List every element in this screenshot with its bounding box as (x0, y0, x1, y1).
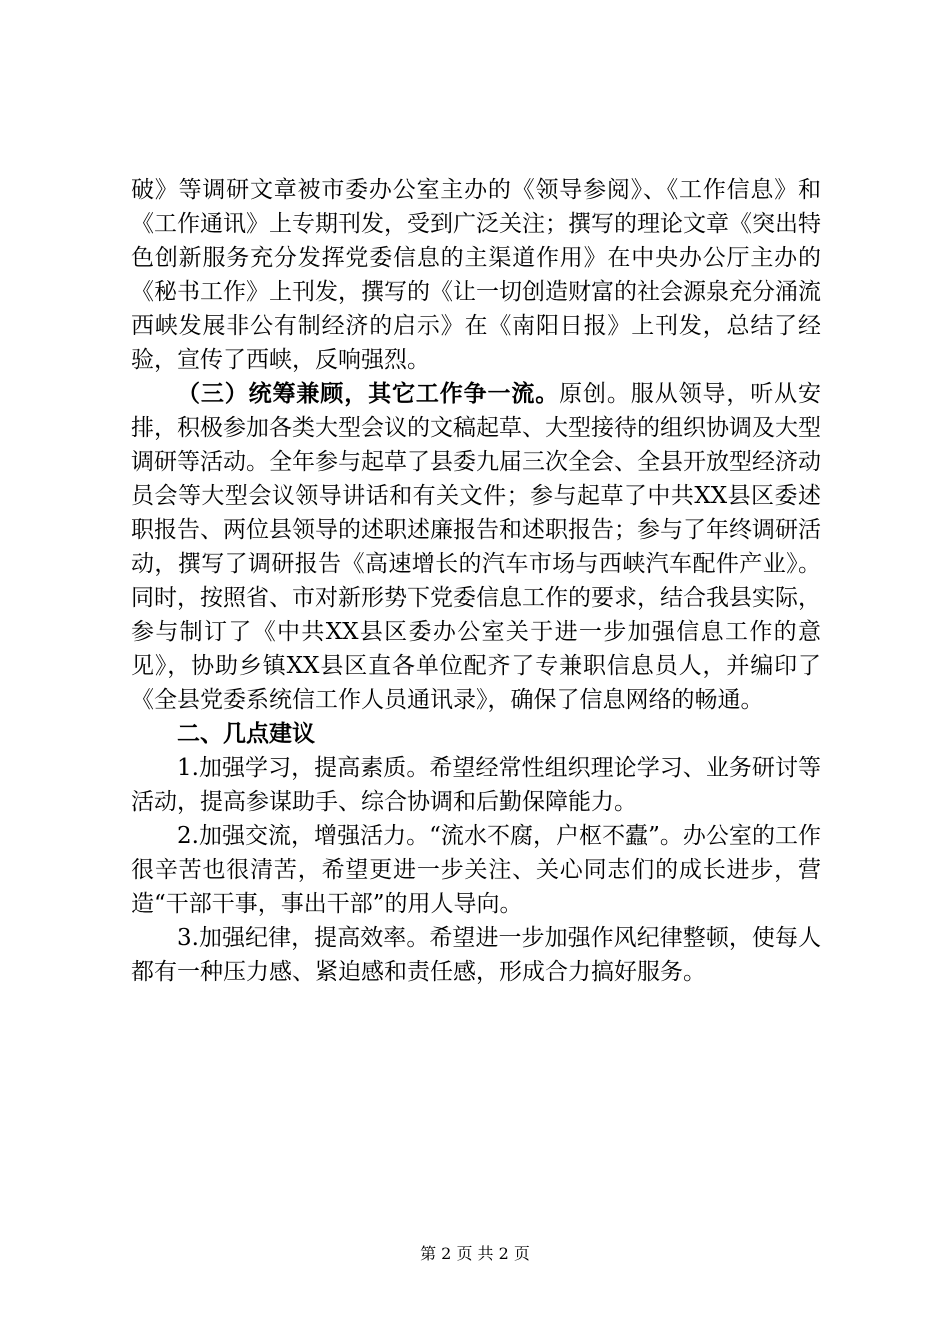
subsection-heading: （三）统筹兼顾，其它工作争一流。 (177, 380, 560, 407)
document-body (131, 173, 821, 989)
paragraph-other-work-body: 原创。服从领导，听从安排，积极参加各类大型会议的文稿起草、大型接待的组织协调及大型调研等活动。全年参与起草了县委九届三次全会、全县开放型经济动员会等大型会议领导讲话和有关文件；参与起草了中共XX县区委述职报告、两位县领导的述职述廉报告和述职报告；参与了年终调研活动，撰写了调研报告《高速增长的汽车市场与西峡汽车配件产业》。同时，按照省、市对新形势下党委信息工作的要求，结合我县实际，参与制订了《中共XX县区委办公室关于进一步加强信息工作的意见》，协助乡镇XX县区直各单位配齐了专兼职信息员人，并编印了《全县党委系统信工作人员通讯录》，确保了信息网络的畅通。 (131, 381, 822, 713)
suggestion-item-1: 1.加强学习，提高素质。希望经常性组织理论学习、业务研讨等活动，提高参谋助手、综合协调和后勤保障能力。 (131, 755, 821, 815)
suggestion-item-3: 3.加强纪律，提高效率。希望进一步加强作风纪律整顿，使每人都有一种压力感、紧迫感和责任感，形成合力搞好服务。 (131, 925, 821, 985)
section-title: 二、几点建议 (177, 720, 315, 747)
paragraph-other-work (131, 377, 821, 717)
page-number-footer: 第 2 页 共 2 页 (420, 1244, 530, 1263)
paragraph-continuation: 破》等调研文章被市委办公室主办的《领导参阅》、《工作信息》和《工作通讯》上专期刊发，受到广泛关注；撰写的理论文章《突出特色创新服务充分发挥党委信息的主渠道作用》在中央办公厅主办的《秘书工作》上刊发，撰写的《让一切创造财富的社会源泉充分涌流西峡发展非公有制经济的启示》在《南阳日报》上刊发，总结了经验，宣传了西峡，反响强烈。 (131, 177, 821, 373)
suggestion-item-2: 2.加强交流，增强活力。“流水不腐，户枢不蠹”。办公室的工作很辛苦也很清苦，希望更进一步关注、关心同志们的成长进步，营造“干部干事，事出干部”的用人导向。 (131, 823, 821, 917)
